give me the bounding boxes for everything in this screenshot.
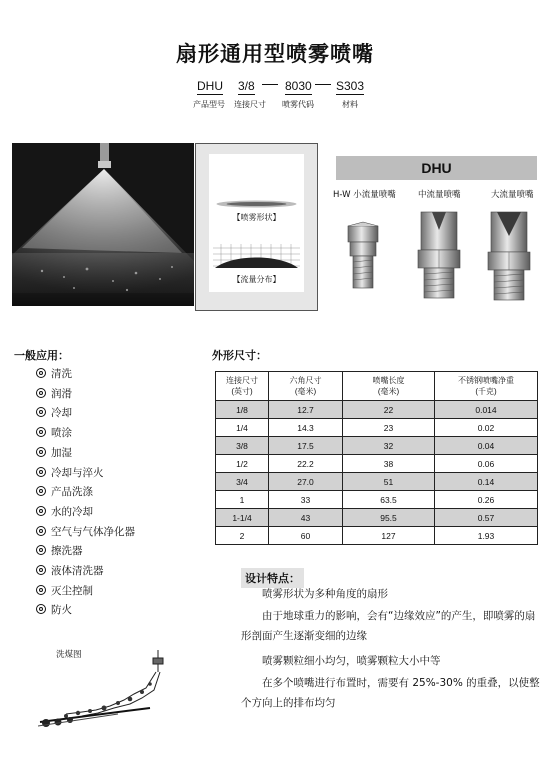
column-header-line: 六角尺寸 (289, 376, 322, 385)
feature-paragraph: 喷雾颗粒细小均匀，喷雾颗粒大小中等 (262, 655, 441, 667)
dash-divider (315, 84, 331, 85)
column-header (435, 372, 538, 401)
bullet-circle-icon (36, 545, 46, 555)
table-cell: 127 (343, 527, 435, 545)
table-cell: 0.26 (435, 491, 538, 509)
application-item-label: 加湿 (51, 446, 72, 459)
table-cell: 17.5 (269, 437, 343, 455)
table-cell: 1/2 (216, 455, 269, 473)
table-cell: 0.02 (435, 419, 538, 437)
bullet-circle-icon (36, 447, 46, 457)
features-header: 设计特点： (241, 568, 304, 588)
table-cell: 3/8 (216, 437, 269, 455)
small-nozzle-image (340, 220, 386, 292)
table-cell: 32 (343, 437, 435, 455)
table-row (216, 401, 538, 419)
dimensions-header: 外形尺寸： (212, 349, 267, 362)
model-code-part: DHU (197, 79, 223, 93)
application-item (36, 465, 104, 480)
column-header-line: (英寸) (231, 387, 253, 396)
coal-washing-sketch (38, 650, 188, 730)
bullet-circle-icon (36, 486, 46, 496)
application-item (36, 386, 72, 401)
spray-photo (12, 143, 194, 306)
table-cell: 0.04 (435, 437, 538, 455)
table-cell: 1/4 (216, 419, 269, 437)
feature-paragraph: 在多个喷嘴进行布置时，需要有 25%-30% 的重叠，以使整个方向上的排布均匀 (241, 677, 540, 709)
table-cell: 1/8 (216, 401, 269, 419)
flow-distribution-label: 【流量分布】 (232, 275, 281, 284)
application-item-label: 液体清洗器 (51, 565, 104, 577)
table-cell: 3/4 (216, 473, 269, 491)
dimensions-table (215, 371, 538, 545)
application-item-label: 灭尘控制 (51, 584, 93, 597)
series-banner: DHU (336, 156, 537, 180)
model-code-label: 材料 (342, 100, 358, 109)
model-code-part: 8030 (285, 79, 312, 93)
table-cell: 22.2 (269, 455, 343, 473)
table-row (216, 527, 538, 545)
dash-divider (262, 84, 278, 85)
application-item (36, 504, 93, 519)
table-cell: 1.93 (435, 527, 538, 545)
application-item (36, 543, 83, 558)
medium-nozzle-image (414, 208, 464, 300)
bullet-circle-icon (36, 526, 46, 536)
feature-paragraph: 喷雾形状为多种角度的扇形 (262, 588, 388, 600)
table-row (216, 419, 538, 437)
bullet-circle-icon (36, 368, 46, 378)
application-item (36, 445, 72, 460)
model-code-label: 连接尺寸 (234, 100, 266, 109)
table-cell: 12.7 (269, 401, 343, 419)
table-cell: 0.014 (435, 401, 538, 419)
spray-shape-label: 【喷雾形状】 (232, 213, 281, 222)
table-row (216, 509, 538, 527)
application-item (36, 524, 135, 539)
application-item-label: 水的冷却 (51, 505, 93, 518)
table-cell: 27.0 (269, 473, 343, 491)
column-header-line: (千克) (475, 387, 497, 396)
table-cell: 0.06 (435, 455, 538, 473)
table-cell: 43 (269, 509, 343, 527)
application-item (36, 366, 72, 381)
bullet-circle-icon (36, 585, 46, 595)
applications-header: 一般应用： (14, 349, 69, 362)
application-item (36, 484, 93, 499)
nozzle-label-large: 大流量喷嘴 (491, 190, 534, 200)
column-header (269, 372, 343, 401)
dimensions-table-body (216, 401, 538, 545)
spray-shape-figure (214, 196, 299, 212)
table-cell: 51 (343, 473, 435, 491)
bullet-circle-icon (36, 565, 46, 575)
nozzle-label-medium: 中流量喷嘴 (418, 190, 461, 200)
model-code-label: 喷雾代码 (282, 100, 314, 109)
table-cell: 22 (343, 401, 435, 419)
column-header-line: 不锈钢喷嘴净重 (458, 376, 514, 385)
spray-pattern-card (209, 154, 304, 292)
application-item (36, 425, 72, 440)
application-item (36, 405, 72, 420)
table-cell: 1 (216, 491, 269, 509)
spray-pattern-panel (195, 143, 318, 311)
table-cell: 23 (343, 419, 435, 437)
column-header (216, 372, 269, 401)
application-item-label: 防火 (51, 604, 72, 617)
model-code-part: S303 (336, 79, 365, 93)
column-header-line: 连接尺寸 (226, 376, 258, 385)
feature-paragraph: 由于地球重力的影响，会有“边缘效应”的产生，即喷雾的扇形剖面产生逐渐变细的边缘 (241, 610, 536, 642)
application-item-label: 擦洗器 (51, 545, 83, 558)
bullet-circle-icon (36, 407, 46, 417)
application-item-label: 清洗 (51, 368, 72, 380)
application-item-label: 冷却 (51, 407, 72, 420)
bullet-circle-icon (36, 506, 46, 516)
page-title: 扇形通用型喷雾喷嘴 (176, 42, 374, 66)
large-nozzle-image (484, 206, 534, 302)
application-item-label: 冷却与淬火 (51, 466, 104, 479)
table-cell: 63.5 (343, 491, 435, 509)
column-header-line: 喷嘴长度 (372, 376, 405, 385)
flow-distribution-figure (213, 244, 300, 272)
table-row (216, 455, 538, 473)
column-header-line: (毫米) (294, 387, 317, 396)
application-item-label: 产品洗涤 (51, 486, 93, 499)
application-item-label: 润滑 (51, 387, 72, 400)
nozzle-label-small: H-W 小流量喷嘴 (333, 190, 396, 200)
table-cell: 33 (269, 491, 343, 509)
application-item (36, 583, 93, 598)
table-cell: 14.3 (269, 419, 343, 437)
model-code-label: 产品型号 (193, 100, 225, 109)
table-cell: 0.14 (435, 473, 538, 491)
bullet-circle-icon (36, 467, 46, 477)
bullet-circle-icon (36, 388, 46, 398)
table-row (216, 437, 538, 455)
table-cell: 0.57 (435, 509, 538, 527)
application-item-label: 空气与气体净化器 (51, 525, 135, 538)
table-cell: 95.5 (343, 509, 435, 527)
table-header-row (216, 372, 538, 401)
table-cell: 60 (269, 527, 343, 545)
wash-figure-label: 洗煤图 (56, 650, 82, 660)
application-item (36, 602, 72, 617)
bullet-circle-icon (36, 427, 46, 437)
bullet-circle-icon (36, 604, 46, 614)
column-header (343, 372, 435, 401)
application-item-label: 喷涂 (51, 427, 72, 440)
table-row (216, 473, 538, 491)
table-cell: 38 (343, 455, 435, 473)
table-cell: 1-1/4 (216, 509, 269, 527)
table-row (216, 491, 538, 509)
model-code-part: 3/8 (238, 79, 255, 93)
table-cell: 2 (216, 527, 269, 545)
column-header-line: (毫米) (377, 387, 400, 396)
application-item (36, 563, 104, 578)
